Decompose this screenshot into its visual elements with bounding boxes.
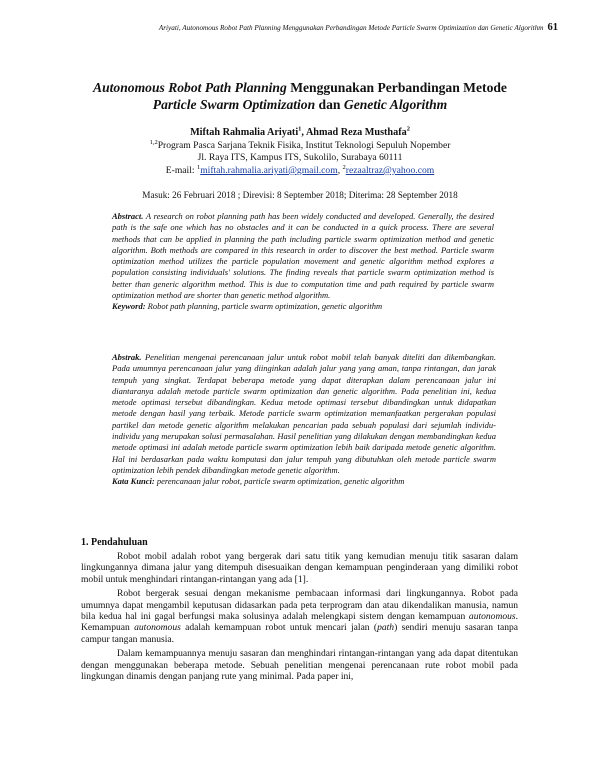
text-run: autonomous [468,611,516,623]
title-part: Genetic Algorithm [343,96,448,112]
section-heading: 1. Pendahuluan [81,537,148,548]
keyword-label: Keyword: [112,301,146,312]
text-run: adalah kemampuan robot untuk mencari jalan ( [180,622,378,634]
title-part: Menggunakan Perbandingan Metode [286,80,507,95]
email-label: E-mail: [165,164,197,176]
email-separator: , [337,164,343,176]
running-title: Ariyati, Autonomous Robot Path Planning Menggunakan Perbandingan Metode Particle Swarm Optimization dan Genetic Algorithm [158,24,544,32]
author-affil-mark: 1 [298,125,302,133]
affiliation-text: Program Pasca Sarjana Teknik Fisika, Institut Teknologi Sepuluh Nopember [157,140,451,151]
email-link[interactable]: miftah.rahmalia.ariyati@gmail.com [200,164,338,176]
title-part: Particle Swarm Optimization [152,96,316,112]
abstract-text: Penelitian mengenai perencanaan jalur untuk robot mobil telah banyak diteliti dan dikembangkan. Pada umumnya perencanaan jalur yang diinginkan adalah jalur yang yang aman, tanpa rintangan, dan jarak tempuh yang singkat. Terdapat beberapa metode yang dapat diterapkan dalam perencanaan jalur ini diantaranya adalah metode particle swarm optimization dan genetic algorithm. Pada penelitian ini, kedua metode optimasi tersebut dibandingkan. Kedua metode optimasi tersebut dibandingkan untuk didapatkan metode dengan hasil yang terbaik. Metode particle swarm optimization memanfaatkan pergerakan populasi partikel dan metode genetic algorithm melakukan pencarian pada sebuah populasi dari sejumlah individu-individu yang merupakan solusi permasalahan. Hasil penelitian yang dilakukan dengan membandingkan kedua metode optimasi ini adalah metode particle swarm optimization lebih baik daripada metode genetic algorithm. Hal ini berdasarkan pada waktu komputasi dan jalur tempuh yang dibutuhkan oleh metode particle swarm optimization lebih pendek dibandingkan metode genetic algorithm. [112,352,496,475]
email-link[interactable]: rezaaltraz@yahoo.com [345,164,435,176]
paragraph: Robot mobil adalah robot yang bergerak dari satu titik yang kemudian menuju titik sasaran dalam lingkungannya dimana jalur yang ditempuh disesuaikan dengan kemampuan penginderaan yang dimiliki robot mobil untuk menghindari rintangan-rintangan yang ada [1]. [81,551,518,585]
affiliation-line [60,140,540,152]
author-list [60,127,540,138]
text-run: path [377,622,395,634]
text-run: Robot bergerak sesuai dengan mekanisme pembacaan informasi dari lingkungannya. Robot pada umumnya dapat mengambil keputusan didasarkan pada peta terprogram dan atau dikendalikan manusia, namun bila kedua hal ini gagal berfungsi maka solusinya adalah melengkapi sistem dengan kemampuan [81,588,518,623]
text-run: . Kemampuan [81,611,518,634]
author-name: Ahmad Reza Musthafa [305,127,407,138]
email-line [60,165,540,177]
title-part: dan [315,96,344,112]
keyword-label: Kata Kunci: [112,476,155,487]
author-affil-mark: 2 [406,125,410,133]
affiliation-address: Jl. Raya ITS, Kampus ITS, Sukolilo, Surabaya 60111 [197,152,403,164]
paragraph: Dalam kemampuannya menuju sasaran dan menghindari rintangan-rintangan yang ada dapat ditentukan dengan menggunakan beberapa metode. Sebuah penelitian mengenai perencanaan rute robot mobil pada lingkungan dinamis dengan panjang rute yang minimal. Pada paper ini, [81,648,518,683]
author-name: Miftah Rahmalia Ariyati [190,127,299,138]
submission-dates: Masuk: 26 Februari 2018 ; Direvisi: 8 September 2018; Diterima: 28 September 2018 [142,190,458,200]
keyword-text: Robot path planning, particle swarm optimization, genetic algorithm [145,301,383,312]
text-run: autonomous [134,622,181,634]
paragraph [81,588,518,645]
abstract-english [112,211,494,313]
affiliation [60,140,540,177]
title-part: Autonomous Robot Path Planning [93,80,287,95]
keyword-text: perencanaan jalur robot, particle swarm optimization, genetic algorithm [154,476,405,487]
paper-title [60,80,540,113]
email-mark: 1 [196,163,201,171]
email-mark: 2 [342,163,346,171]
page-number: 61 [547,22,558,33]
abstract-indonesian [112,352,496,488]
abstract-label: Abstract. [112,211,144,221]
abstract-text: A research on robot planning path has been widely conducted and developed. Generally, the desired path is the safe one which has no obstacles and it can be conducted in a quick process. There are several methods that can be applied in planning the path including particle swarm optimization method and genetic algorithm. Both methods are compared in this research in order to discover the best method. Particle swarm optimization method utilizes the particle population movement and genetic algorithm method explores a population consisting individuals' solutions. The finding reveals that particle swarm optimization method is better than generic algorithm method. This is due to computation time and path required by particle swarm optimization method are shorter than genetic method algorithm. [112,211,494,301]
text-run: ) sendiri menuju sasaran tanpa campur tangan manusia. [81,622,519,645]
affil-mark: 1,2 [149,138,158,146]
running-header [60,22,558,33]
abstract-label: Abstrak. [112,352,142,362]
author-separator: , [301,127,306,138]
section-body [81,551,518,685]
